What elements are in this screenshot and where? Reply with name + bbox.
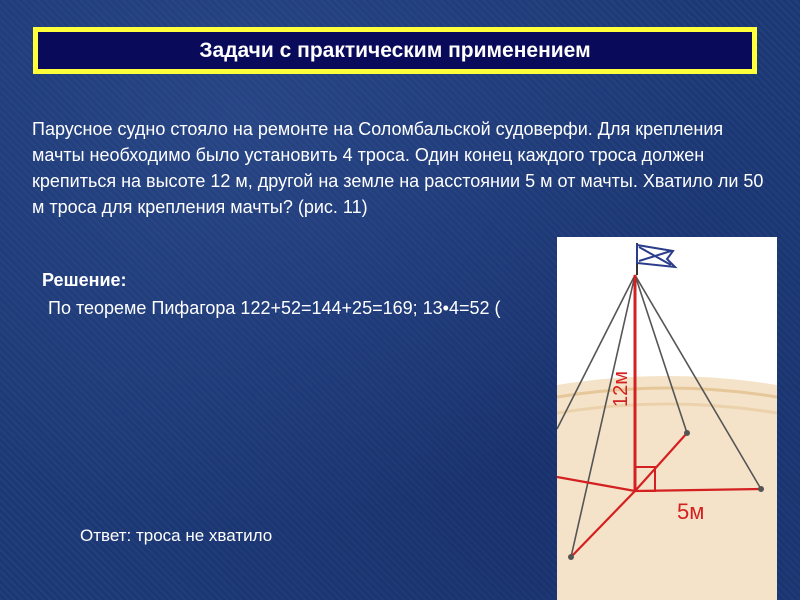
problem-text: Парусное судно стояло на ремонте на Соломбальской судоверфи. Для крепления мачты необходимо было установить 4 троса. Один конец каждого троса должен крепиться на высоте 12 м, другой на земле на расстоянии 5 м от мачты. Хватило ли 50 м троса для крепления мачты? (рис. 11): [32, 119, 764, 217]
title-box: [33, 27, 757, 74]
mast-drawing: [557, 237, 777, 600]
flag-icon: [637, 243, 675, 275]
answer-text: Ответ: троса не хватило: [80, 526, 273, 545]
distance-label: 5м: [677, 499, 705, 524]
height-label: 12м: [610, 371, 632, 407]
mast-figure: [557, 237, 777, 600]
slide-title: Задачи с практическим применением: [199, 38, 591, 62]
solution-heading: Решение:: [42, 270, 127, 290]
solution-text: По теореме Пифагора 122+52=144+25=169; 13•4=52 (: [48, 298, 501, 318]
